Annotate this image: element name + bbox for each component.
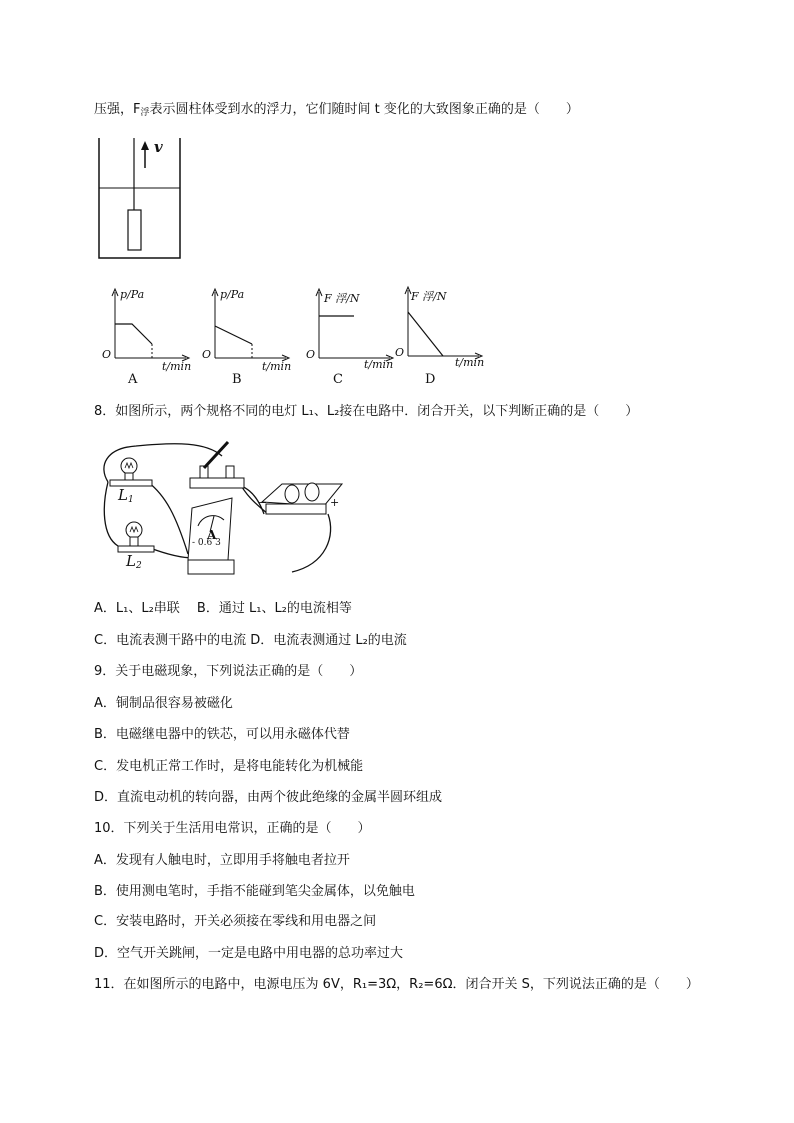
graph-c-choice: C <box>333 372 343 387</box>
q7-graph-b <box>200 286 300 387</box>
q9-option-b: B．电磁继电器中的铁芯，可以用永磁体代替 <box>94 727 350 742</box>
q7-stem-post: 表示圆柱体受到水的浮力，它们随时间 t 变化的大致图象正确的是（ ） <box>149 102 579 117</box>
q7-graph-a <box>100 286 200 387</box>
q8-circuit-figure <box>96 436 346 578</box>
q7-stem-subscript: 浮 <box>140 108 150 118</box>
graph-b-origin: O <box>202 348 212 361</box>
q8-option-cd: C．电流表测干路中的电流 D．电流表测通过 L₂的电流 <box>94 633 407 648</box>
q7-stem-pre: 压强，F <box>94 102 141 117</box>
graph-d-y-label: F 浮/N <box>411 290 447 303</box>
q7-container-figure <box>96 138 188 260</box>
q10-stem: 10．下列关于生活用电常识，正确的是（ ） <box>94 821 371 836</box>
battery-minus: − <box>258 496 268 509</box>
graph-a-origin: O <box>102 348 112 361</box>
graph-b-x-label: t/min <box>262 360 292 373</box>
graph-a-choice: A <box>128 372 138 387</box>
graph-b-y-label: p/Pa <box>220 288 245 301</box>
q8-option-ab: A．L₁、L₂串联 B．通过 L₁、L₂的电流相等 <box>94 601 352 616</box>
graph-a-x-label: t/min <box>162 360 192 373</box>
graph-b-choice: B <box>232 372 242 387</box>
graph-c-x-label: t/min <box>364 358 394 371</box>
graph-a-y-label: p/Pa <box>120 288 145 301</box>
q9-option-a: A．铜制品很容易被磁化 <box>94 696 233 711</box>
l1-label: $L_1$ <box>118 486 134 505</box>
q9-stem: 9．关于电磁现象，下列说法正确的是（ ） <box>94 664 363 679</box>
graph-d-origin: O <box>395 346 405 359</box>
graph-d-x-label: t/min <box>455 356 485 369</box>
q10-option-d: D．空气开关跳闸，一定是电路中用电器的总功率过大 <box>94 946 404 961</box>
battery-plus: + <box>330 496 340 509</box>
q7-graph-c <box>304 286 404 387</box>
q11-stem: 11．在如图所示的电路中，电源电压为 6V，R₁=3Ω，R₂=6Ω．闭合开关 S，下列说法正确的是（ ） <box>94 977 699 992</box>
graph-c-y-label: F 浮/N <box>324 292 360 305</box>
l2-label: $L_2$ <box>126 552 142 571</box>
q10-option-c: C．安装电路时，开关必须接在零线和用电器之间 <box>94 914 377 929</box>
ammeter-label: A <box>207 528 217 542</box>
q9-option-c: C．发电机正常工作时，是将电能转化为机械能 <box>94 759 364 774</box>
q8-stem: 8．如图所示，两个规格不同的电灯 L₁、L₂接在电路中．闭合开关，以下判断正确的是（ ） <box>94 404 639 419</box>
q7-stem <box>94 101 579 122</box>
q10-option-b: B．使用测电笔时，手指不能碰到笔尖金属体，以免触电 <box>94 884 415 899</box>
velocity-label: v <box>154 138 163 156</box>
graph-d-choice: D <box>425 372 436 387</box>
q10-option-a: A．发现有人触电时，立即用手将触电者拉开 <box>94 853 350 868</box>
graph-c-origin: O <box>306 348 316 361</box>
ammeter-terminals: - 0.6 3 <box>192 538 221 548</box>
q9-option-d: D．直流电动机的转向器，由两个彼此绝缘的金属半圆环组成 <box>94 790 443 805</box>
q7-graph-d <box>393 284 493 387</box>
